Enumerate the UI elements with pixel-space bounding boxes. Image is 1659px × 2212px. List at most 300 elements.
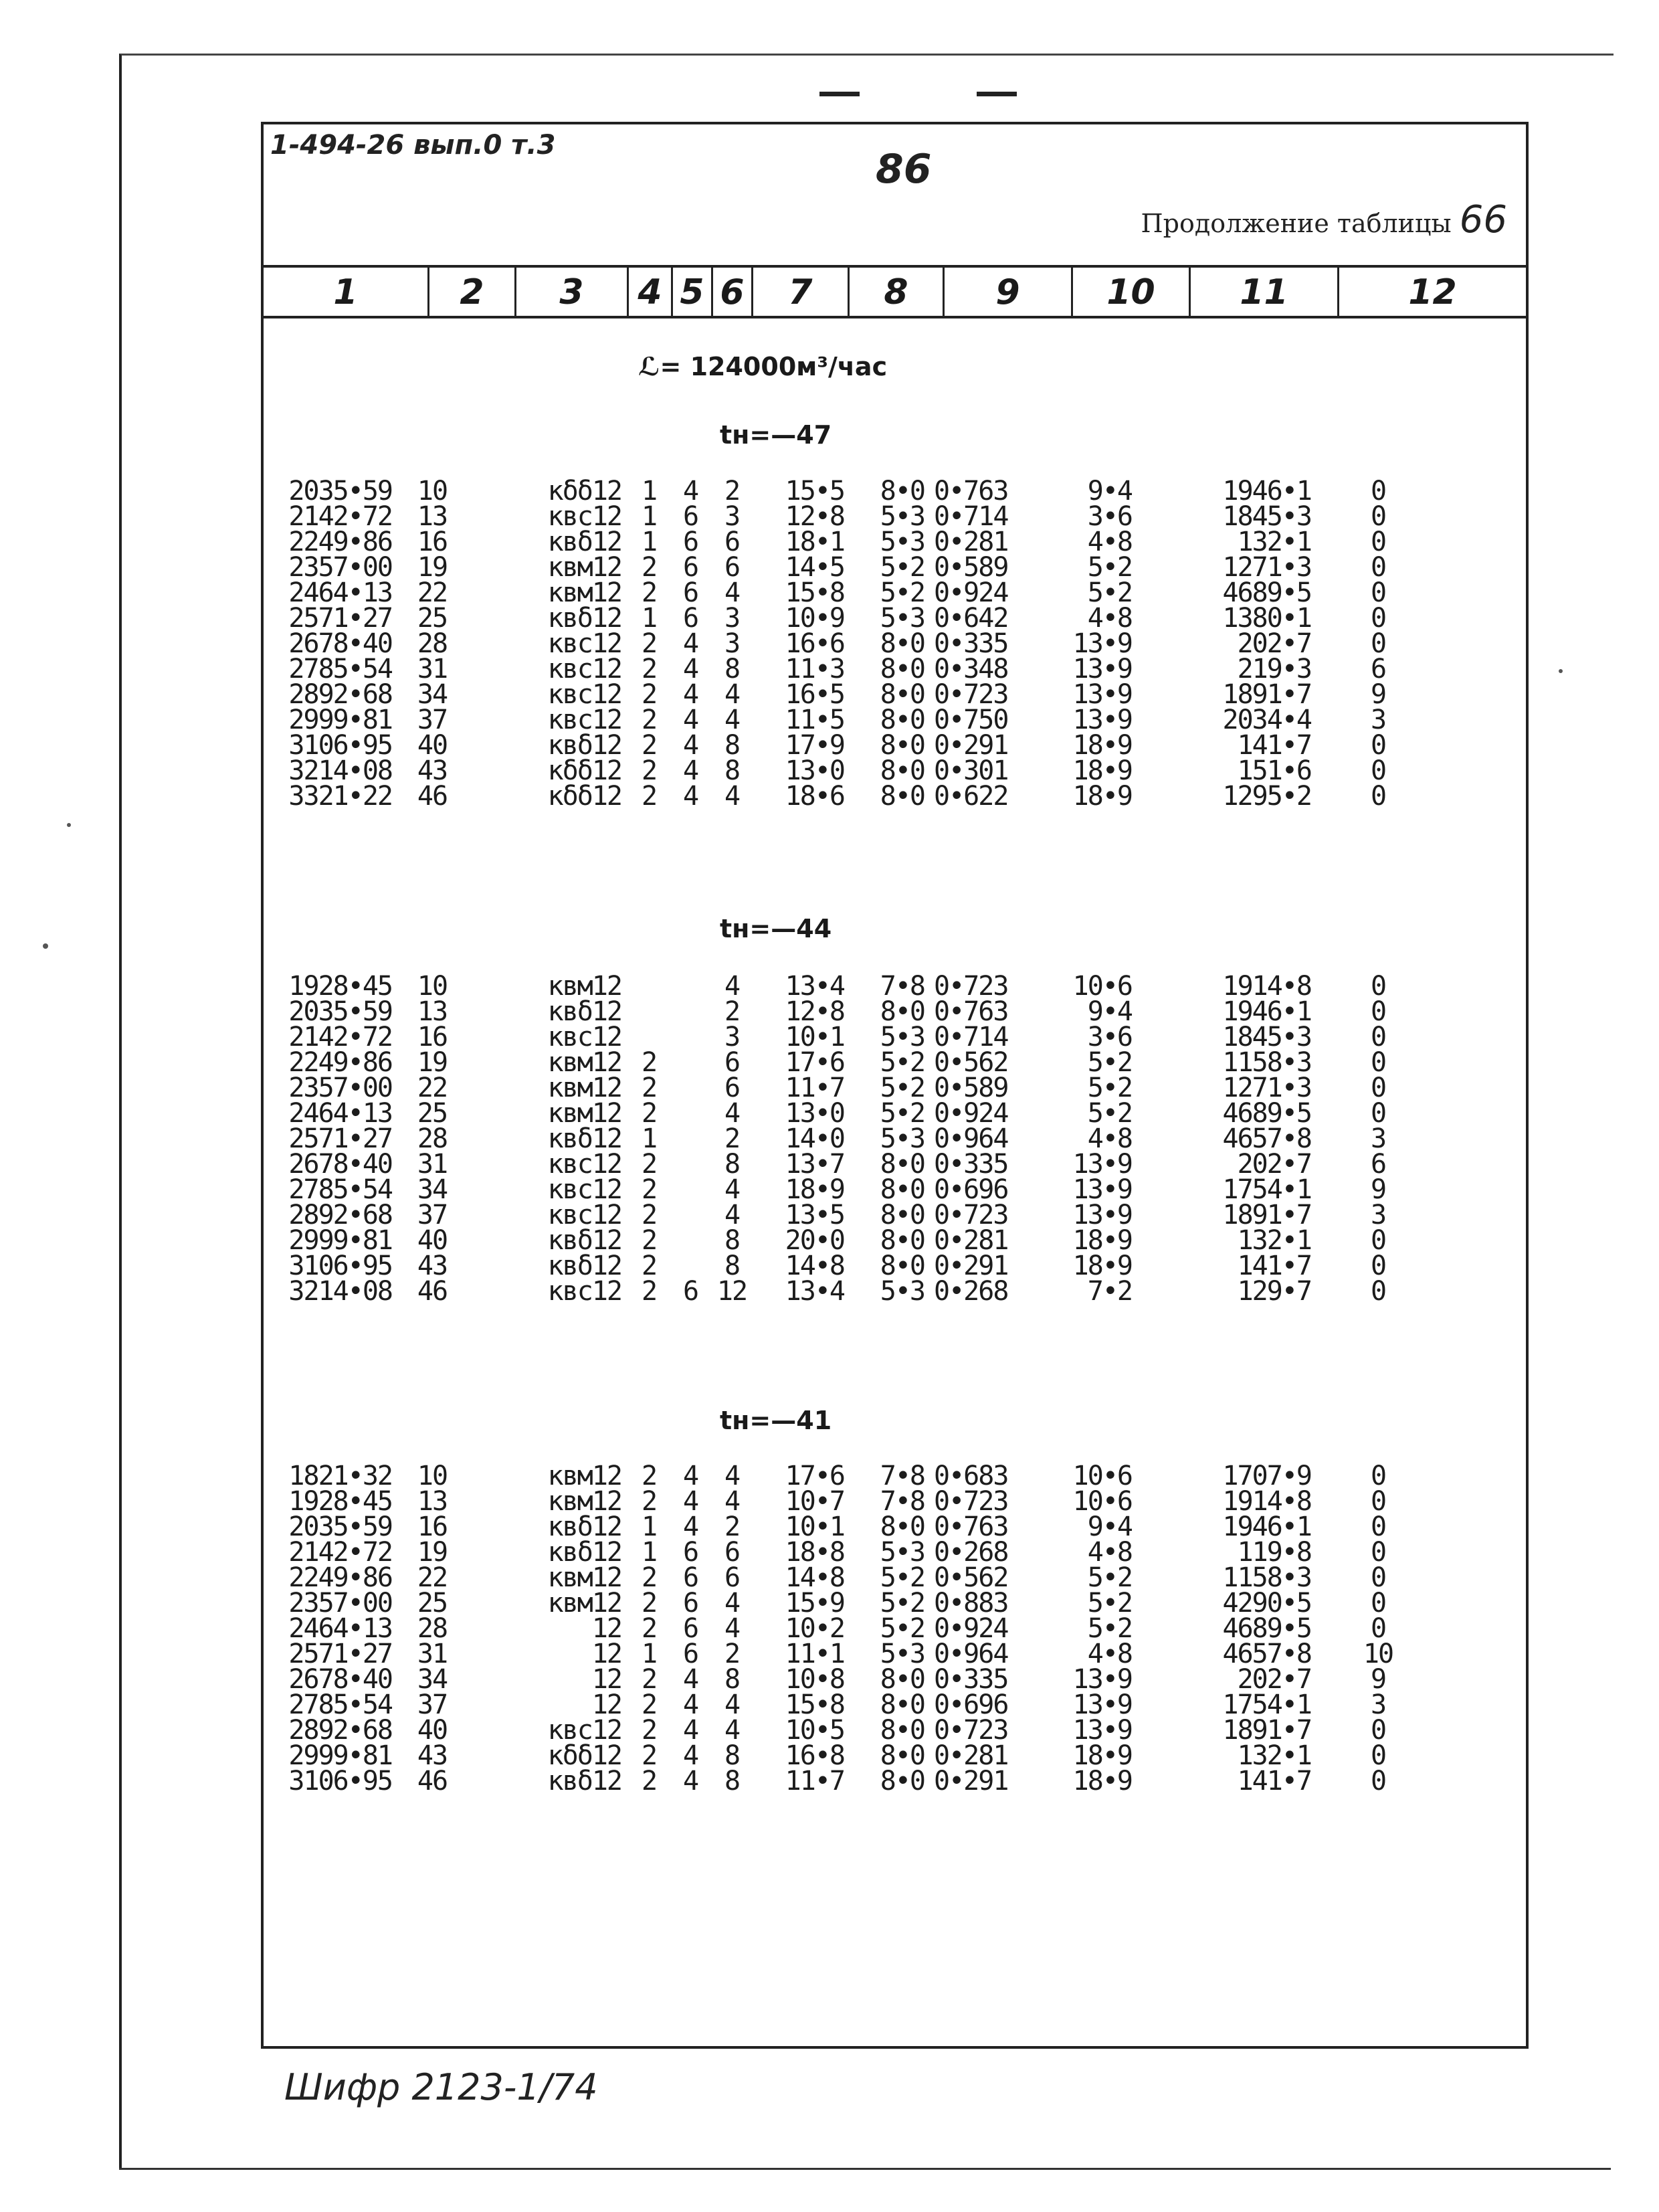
table-cell: 3106•95 [288, 1251, 392, 1281]
table-cell: 34 [417, 679, 448, 710]
table-cell: 18•1 [785, 527, 844, 557]
table-cell: 5•3 [880, 1639, 924, 1669]
table-cell: квδ12 [547, 1511, 621, 1542]
table-cell: квм12 [547, 1461, 621, 1491]
column-header: 7 [753, 268, 850, 316]
table-cell: 0•562 [934, 1047, 1008, 1078]
table-cell: 34 [417, 1664, 448, 1695]
table-cell: 1 [641, 603, 657, 634]
table-cell: 1 [641, 527, 657, 557]
table-cell: 13•9 [1072, 1664, 1132, 1695]
table-cell: 4 [724, 679, 740, 710]
table-cell: 9 [1370, 1174, 1386, 1205]
table-cell: квδ12 [547, 996, 621, 1027]
table-cell: 10•2 [785, 1613, 844, 1644]
table-cell: 6 [682, 501, 698, 532]
table-cell: 14•8 [785, 1251, 844, 1281]
table-cell: 4 [682, 1486, 698, 1517]
table-cell: 6 [1370, 1149, 1386, 1180]
table-cell: 2 [641, 1149, 657, 1180]
table-cell: 0•964 [934, 1639, 1008, 1669]
table-cell: 3 [1370, 705, 1386, 735]
table-cell: 0•763 [934, 476, 1008, 506]
table-cell [673, 974, 708, 998]
table-cell: 4•8 [1087, 527, 1132, 557]
table-row [264, 1715, 1526, 1746]
table-cell: 2571•27 [288, 1639, 392, 1669]
table-row [264, 1073, 1526, 1103]
table-cell: 1891•7 [1222, 1715, 1311, 1746]
table-cell: 15•8 [785, 577, 844, 608]
table-cell: 3214•08 [288, 755, 392, 786]
table-cell: квс12 [547, 1149, 621, 1180]
table-cell: 2 [641, 1613, 657, 1644]
table-cell: 13•9 [1072, 1174, 1132, 1205]
table-cell: 4 [682, 755, 698, 786]
table-cell: квс12 [547, 1022, 621, 1052]
column-header: 5 [673, 268, 713, 316]
table-cell: 2 [641, 1486, 657, 1517]
table-cell: 43 [417, 1251, 448, 1281]
table-cell: 1 [641, 1123, 657, 1154]
table-cell: 13•0 [785, 755, 844, 786]
table-cell: квδ12 [547, 527, 621, 557]
table-cell: 0 [1370, 1461, 1386, 1491]
table-cell [673, 1152, 708, 1176]
table-cell: 3106•95 [288, 1766, 392, 1796]
table-cell: 0•281 [934, 1225, 1008, 1256]
table-cell: 25 [417, 603, 448, 634]
table-cell: 2785•54 [288, 1174, 392, 1205]
table-cell: 37 [417, 1689, 448, 1720]
table-cell: 2 [641, 1766, 657, 1796]
table-cell: 10•9 [785, 603, 844, 634]
table-cell: 2 [641, 1562, 657, 1593]
table-cell: 4 [682, 654, 698, 684]
table-cell: 16 [417, 1022, 448, 1052]
table-cell: 5•2 [1087, 1047, 1132, 1078]
table-row [264, 527, 1526, 557]
table-cell: 4689•5 [1222, 1613, 1311, 1644]
table-cell: 2999•81 [288, 1225, 392, 1256]
table-cell: 1821•32 [288, 1461, 392, 1491]
table-cell: 0•335 [934, 1149, 1008, 1180]
table-cell: квс12 [547, 679, 621, 710]
table-cell: квс12 [547, 1715, 621, 1746]
table-cell: 2 [641, 730, 657, 761]
table-cell: 1380•1 [1222, 603, 1311, 634]
table-cell: 1271•3 [1222, 1073, 1311, 1103]
table-cell: 6 [682, 527, 698, 557]
table-cell: 2 [724, 476, 740, 506]
table-cell [636, 1025, 662, 1049]
table-cell: 6 [682, 577, 698, 608]
table-cell: 151•6 [1237, 755, 1311, 786]
table-row [264, 501, 1526, 532]
table-cell: 3 [724, 501, 740, 532]
table-cell: 1891•7 [1222, 1200, 1311, 1230]
table-cell: 2 [641, 1251, 657, 1281]
table-cell: квм12 [547, 1486, 621, 1517]
column-header-row [264, 265, 1526, 318]
table-cell: 0•924 [934, 1613, 1008, 1644]
table-cell: 2 [641, 1715, 657, 1746]
table-cell: 17•6 [785, 1461, 844, 1491]
table-cell: 6 [724, 1047, 740, 1078]
table-cell: 5•2 [880, 577, 924, 608]
table-cell: 13•5 [785, 1200, 844, 1230]
table-cell: квс12 [547, 705, 621, 735]
table-cell: 8•0 [880, 1766, 924, 1796]
table-cell: 2035•59 [288, 1511, 392, 1542]
scan-speck [67, 823, 71, 827]
table-cell: квδ12 [547, 1225, 621, 1256]
table-cell: 10•6 [1072, 1461, 1132, 1491]
table-cell: 2 [641, 1073, 657, 1103]
column-header: 9 [945, 268, 1073, 316]
table-row [264, 552, 1526, 583]
table-cell: 18•9 [1072, 1251, 1132, 1281]
continuation-label: Продолжение таблицы [1141, 209, 1452, 238]
table-cell: 46 [417, 1276, 448, 1307]
table-cell: 4 [724, 1174, 740, 1205]
table-cell: квм12 [547, 1073, 621, 1103]
table-cell: 8•0 [880, 1715, 924, 1746]
table-cell: 2142•72 [288, 1022, 392, 1052]
table-row [264, 1461, 1526, 1491]
table-cell: 2 [641, 705, 657, 735]
table-cell: 4 [682, 1715, 698, 1746]
table-cell: 6 [682, 1562, 698, 1593]
table-cell: 2 [641, 1588, 657, 1619]
table-cell: 9 [1370, 1664, 1386, 1695]
table-cell: 43 [417, 755, 448, 786]
table-cell: 1 [641, 1639, 657, 1669]
table-cell: 2464•13 [288, 577, 392, 608]
table-cell: 8 [724, 1251, 740, 1281]
table-cell: 0•622 [934, 781, 1008, 812]
table-cell: 8•0 [880, 1511, 924, 1542]
table-cell: 4 [724, 1098, 740, 1129]
table-cell: квδ12 [547, 1123, 621, 1154]
table-cell: 11•5 [785, 705, 844, 735]
table-row [264, 1174, 1526, 1205]
table-cell: 1845•3 [1222, 1022, 1311, 1052]
table-cell: 6 [724, 1073, 740, 1103]
table-cell: 18•6 [785, 781, 844, 812]
table-cell: 18•8 [785, 1537, 844, 1568]
table-cell: 0•301 [934, 755, 1008, 786]
table-cell: 3 [1370, 1123, 1386, 1154]
scan-speck [43, 943, 48, 949]
table-cell: 8•0 [880, 1200, 924, 1230]
table-cell: 4 [724, 577, 740, 608]
table-cell: 13•9 [1072, 1689, 1132, 1720]
table-row [264, 679, 1526, 710]
table-cell: 28 [417, 1123, 448, 1154]
table-cell: 10•7 [785, 1486, 844, 1517]
table-cell: 3214•08 [288, 1276, 392, 1307]
table-cell: 46 [417, 1766, 448, 1796]
table-cell: 7•8 [880, 1486, 924, 1517]
table-cell: 31 [417, 1639, 448, 1669]
table-cell: 1158•3 [1222, 1562, 1311, 1593]
table-cell: 0•281 [934, 1740, 1008, 1771]
table-cell: 18•9 [1072, 755, 1132, 786]
column-header: 10 [1073, 268, 1191, 316]
table-cell: 8 [724, 755, 740, 786]
table-cell: квс12 [547, 1200, 621, 1230]
table-cell: 2 [641, 1225, 657, 1256]
section-title: tн=—41 [720, 1406, 832, 1435]
table-cell [673, 1178, 708, 1202]
table-cell: 13 [417, 1486, 448, 1517]
table-cell: 19 [417, 552, 448, 583]
table-cell [673, 1101, 708, 1125]
table-cell: квм12 [547, 971, 621, 1002]
table-cell: 132•1 [1237, 527, 1311, 557]
table-cell: 4 [724, 1486, 740, 1517]
table-cell: 28 [417, 1613, 448, 1644]
table-cell: 2 [724, 996, 740, 1027]
table-cell: 10•1 [785, 1511, 844, 1542]
table-cell: квс12 [547, 501, 621, 532]
table-cell: 18•9 [1072, 781, 1132, 812]
table-cell: 31 [417, 1149, 448, 1180]
table-cell: 1 [641, 1511, 657, 1542]
table-cell: 6 [1370, 654, 1386, 684]
table-cell: 12 [591, 1639, 621, 1669]
table-cell: 8 [724, 654, 740, 684]
table-cell: 0•291 [934, 1251, 1008, 1281]
table-cell: 5•2 [1087, 552, 1132, 583]
flow-rate-label: ℒ= 124000м³/час [638, 352, 888, 381]
table-cell: 0 [1370, 971, 1386, 1002]
table-cell: 7•8 [880, 1461, 924, 1491]
table-cell: 1946•1 [1222, 996, 1311, 1027]
table-cell: 2571•27 [288, 603, 392, 634]
table-cell: 18•9 [785, 1174, 844, 1205]
table-cell: 202•7 [1237, 1149, 1311, 1180]
table-cell: 5•3 [880, 527, 924, 557]
table-cell: 0 [1370, 1073, 1386, 1103]
column-header: 3 [516, 268, 629, 316]
table-cell: 2571•27 [288, 1123, 392, 1154]
table-cell: 2034•4 [1222, 705, 1311, 735]
table-cell: 0 [1370, 1511, 1386, 1542]
table-cell: 1 [641, 476, 657, 506]
table-cell: 4 [682, 476, 698, 506]
table-row [264, 476, 1526, 506]
table-cell: 202•7 [1237, 1664, 1311, 1695]
table-cell: 5•2 [880, 1073, 924, 1103]
table-cell: 0 [1370, 1715, 1386, 1746]
table-cell: 1 [641, 1537, 657, 1568]
table-cell: 12 [716, 1276, 747, 1307]
table-cell: 0 [1370, 996, 1386, 1027]
top-dash [819, 92, 860, 96]
table-cell: 10•6 [1072, 1486, 1132, 1517]
table-cell: 2464•13 [288, 1098, 392, 1129]
table-row [264, 1200, 1526, 1230]
table-cell: 0 [1370, 501, 1386, 532]
table-cell: 2 [641, 628, 657, 659]
table-cell: 6 [682, 1613, 698, 1644]
table-cell: 16•8 [785, 1740, 844, 1771]
table-row [264, 1689, 1526, 1720]
table-cell: 1891•7 [1222, 679, 1311, 710]
table-cell: 4 [682, 1689, 698, 1720]
column-header: 1 [264, 268, 429, 316]
table-row [264, 1047, 1526, 1078]
continuation-title [1141, 198, 1508, 242]
table-cell: 0•924 [934, 577, 1008, 608]
table-cell: квδ12 [547, 603, 621, 634]
table-cell: 5•3 [880, 1022, 924, 1052]
table-row [264, 1098, 1526, 1129]
table-cell: 0•291 [934, 1766, 1008, 1796]
table-cell: квм12 [547, 1098, 621, 1129]
table-cell: 2892•68 [288, 1715, 392, 1746]
table-cell: 2 [641, 1276, 657, 1307]
table-cell: 0 [1370, 1613, 1386, 1644]
table-cell: 8•0 [880, 1251, 924, 1281]
table-cell: квδ12 [547, 1251, 621, 1281]
table-cell: 10•8 [785, 1664, 844, 1695]
table-row [264, 1251, 1526, 1281]
top-dash [977, 92, 1017, 96]
table-cell: 3 [1370, 1689, 1386, 1720]
table-cell: 4 [724, 1200, 740, 1230]
table-cell: 12 [591, 1689, 621, 1720]
table-cell: 4 [682, 679, 698, 710]
table-cell: 13•9 [1072, 628, 1132, 659]
table-cell: квδ12 [547, 1766, 621, 1796]
table-cell: 2678•40 [288, 628, 392, 659]
table-cell: 5•2 [880, 1098, 924, 1129]
table-cell: 1158•3 [1222, 1047, 1311, 1078]
table-cell: 34 [417, 1174, 448, 1205]
table-cell: 17•6 [785, 1047, 844, 1078]
table-cell: 2678•40 [288, 1149, 392, 1180]
table-cell: 9•4 [1087, 476, 1132, 506]
table-cell [673, 1000, 708, 1024]
table-cell: 17•9 [785, 730, 844, 761]
table-cell: 3106•95 [288, 730, 392, 761]
table-cell: 2 [641, 654, 657, 684]
table-cell: 13•9 [1072, 1715, 1132, 1746]
table-cell: 0 [1370, 755, 1386, 786]
table-cell: 12 [591, 1664, 621, 1695]
section-title: tн=—44 [720, 914, 832, 943]
table-cell: 1946•1 [1222, 1511, 1311, 1542]
table-cell: 13•9 [1072, 1149, 1132, 1180]
table-cell: 12•8 [785, 501, 844, 532]
table-cell: 4 [724, 1461, 740, 1491]
table-cell: 8•0 [880, 628, 924, 659]
table-cell: квм12 [547, 1047, 621, 1078]
table-cell: 8•0 [880, 996, 924, 1027]
table-cell: 8•0 [880, 1740, 924, 1771]
table-cell [636, 974, 662, 998]
table-cell: 4 [724, 1689, 740, 1720]
table-cell: квм12 [547, 1562, 621, 1593]
table-cell: 8•0 [880, 730, 924, 761]
table-cell [636, 1000, 662, 1024]
table-cell: 0 [1370, 628, 1386, 659]
table-cell: 0 [1370, 1022, 1386, 1052]
table-cell: 141•7 [1237, 1251, 1311, 1281]
table-cell: 0•268 [934, 1276, 1008, 1307]
table-cell: 13•4 [785, 971, 844, 1002]
table-cell: 4 [682, 628, 698, 659]
table-cell [673, 1025, 708, 1049]
table-cell: 6 [682, 1537, 698, 1568]
table-cell: 11•7 [785, 1073, 844, 1103]
table-cell: квм12 [547, 1588, 621, 1619]
section-title: tн=—47 [720, 420, 832, 450]
table-cell: 8 [724, 1225, 740, 1256]
table-cell: 11•7 [785, 1766, 844, 1796]
table-cell: 3 [724, 628, 740, 659]
table-row [264, 1740, 1526, 1771]
table-cell: 43 [417, 1740, 448, 1771]
table-cell: 3 [1370, 1200, 1386, 1230]
table-cell: 5•3 [880, 501, 924, 532]
table-cell: 5•3 [880, 603, 924, 634]
table-row [264, 628, 1526, 659]
table-cell: 3•6 [1087, 1022, 1132, 1052]
table-cell: 129•7 [1237, 1276, 1311, 1307]
table-cell: 219•3 [1237, 654, 1311, 684]
table-cell [673, 1254, 708, 1278]
table-row [264, 1511, 1526, 1542]
table-cell: 10•5 [785, 1715, 844, 1746]
table-cell: 5•2 [880, 1588, 924, 1619]
table-cell: 0 [1370, 577, 1386, 608]
table-cell: 2142•72 [288, 501, 392, 532]
table-cell: 4 [724, 1588, 740, 1619]
table-cell: 0•714 [934, 1022, 1008, 1052]
table-cell: 0•291 [934, 730, 1008, 761]
table-cell: 141•7 [1237, 730, 1311, 761]
table-cell: 4 [682, 1740, 698, 1771]
table-cell: 132•1 [1237, 1740, 1311, 1771]
table-cell: 14•8 [785, 1562, 844, 1593]
table-cell: 4 [724, 781, 740, 812]
table-cell: 5•2 [1087, 1562, 1132, 1593]
table-cell: 2357•00 [288, 1073, 392, 1103]
table-cell: 2 [641, 1740, 657, 1771]
table-cell: 6 [724, 1562, 740, 1593]
table-cell: 46 [417, 781, 448, 812]
table-cell: 19 [417, 1047, 448, 1078]
table-cell: 13 [417, 501, 448, 532]
table-cell: 7•2 [1087, 1276, 1132, 1307]
table-cell: 8 [724, 730, 740, 761]
table-cell [673, 1203, 708, 1227]
table-cell: 4689•5 [1222, 1098, 1311, 1129]
table-cell: 0 [1370, 1251, 1386, 1281]
table-row [264, 781, 1526, 812]
table-sheet [261, 122, 1529, 2049]
table-cell: 0 [1370, 1562, 1386, 1593]
table-cell: 3 [724, 1022, 740, 1052]
table-cell: 0•281 [934, 527, 1008, 557]
table-cell: 0•883 [934, 1588, 1008, 1619]
table-cell: 4 [682, 730, 698, 761]
table-cell: 2785•54 [288, 654, 392, 684]
